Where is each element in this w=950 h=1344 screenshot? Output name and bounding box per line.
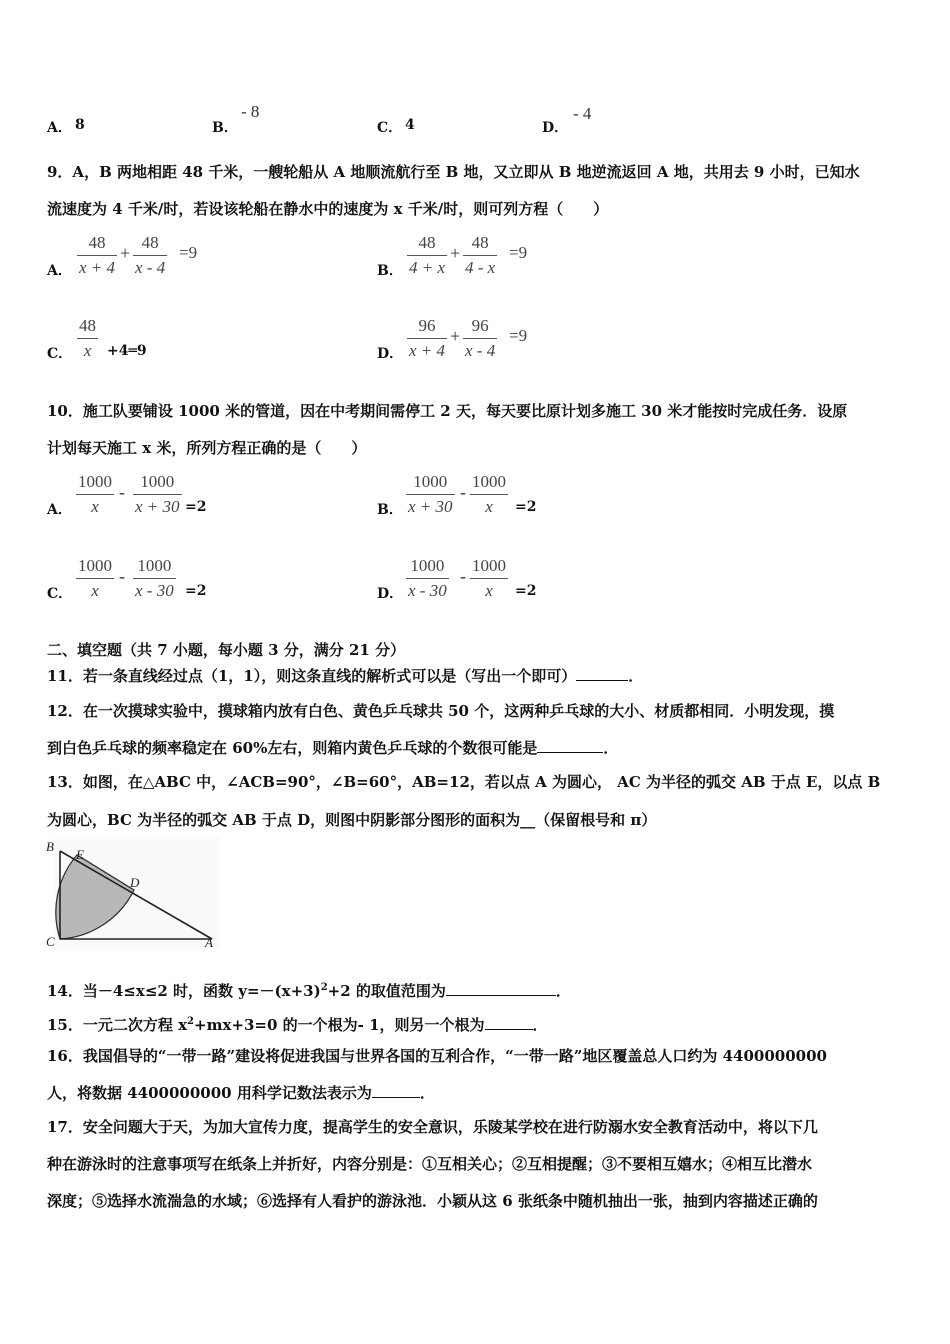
q10-c-operator: -	[119, 566, 125, 586]
q14-answer-blank[interactable]	[446, 981, 556, 996]
q17-stem-line1: 17．安全问题大于天，为加大宣传力度，提高学生的安全意识，乐陵某学校在进行防溺水安全教育活动中，将以下几	[47, 1118, 818, 1136]
q13-stem-line2: 为圆心，BC 为半径的弧交 AB 于点 D，则图中阴影部分图形的面积为__（保留根号和 π）	[47, 811, 657, 829]
q8-option-b-value: - 8	[241, 102, 260, 121]
q10-d-equals: =2	[515, 583, 537, 599]
q10-option-a-label: A．	[47, 502, 72, 518]
section-heading-fill-in: 二、填空题（共 7 小题，每小题 3 分，满分 21 分）	[47, 641, 406, 659]
q12-stem-line2: 到白色乒乓球的频率稳定在 60%左右，则箱内黄色乒乓球的个数很可能是 ．	[47, 739, 619, 757]
q9-option-d-label: D．	[377, 346, 404, 362]
q16-stem-line1: 16．我国倡导的“一带一路”建设将促进我国与世界各国的互利合作，“一带一路”地区覆盖总人口约为 4400000000	[47, 1047, 827, 1065]
q17-stem-line2: 种在游泳时的注意事项写在纸条上并折好，内容分别是：①互相关心；②互相提醒；③不要相互嬉水；④相互比潜水	[47, 1155, 813, 1173]
q9-b-operator: +	[450, 243, 461, 263]
point-b-label: B	[46, 839, 54, 854]
q10-stem-line1: 10．施工队要铺设 1000 米的管道，因在中考期间需停工 2 天，每天要比原计划多施工 30 米才能按时完成任务．设原	[47, 402, 848, 420]
q8-option-c-label: C．	[377, 120, 403, 136]
q8-option-d-value: - 4	[573, 104, 592, 123]
q10-d-fraction-2: $\frac{1000}{x}$	[472, 556, 506, 600]
q12-stem-line1: 12．在一次摸球实验中，摸球箱内放有白色、黄色乒乓球共 50 个，这两种乒乓球的大小、材质都相同．小明发现，摸	[47, 702, 835, 720]
q9-option-c-label: C．	[47, 346, 73, 362]
point-e-label: E	[76, 847, 84, 862]
q15-stem: 15．一元二次方程 $x^2+mx+3=0$ 的一个根为- 1，则另一个根为 ．	[47, 1016, 548, 1034]
q10-c-fraction-1: $\frac{1000}{x}$	[78, 556, 112, 600]
q9-option-b-label: B．	[377, 263, 403, 279]
q10-b-operator: -	[460, 482, 466, 502]
q9-b-equals: =9	[509, 243, 528, 262]
q10-d-operator: -	[460, 566, 466, 586]
q16-stem-line2: 人，将数据 4400000000 用科学记数法表示为 ．	[47, 1084, 435, 1102]
q8-option-c-value: 4	[405, 117, 415, 133]
q10-a-fraction-1: $\frac{1000}{x}$	[78, 472, 112, 516]
q10-b-fraction-1: $\frac{1000}{x + 30}$	[408, 472, 453, 516]
q9-d-operator: +	[450, 326, 461, 346]
q8-option-a-label: A．	[47, 120, 72, 136]
q10-a-fraction-2: $\frac{1000}{x + 30}$	[135, 472, 180, 516]
q10-c-equals: =2	[185, 583, 207, 599]
q9-d-fraction-2: $\frac{96}{x - 4}$	[465, 316, 496, 360]
point-c-label: C	[46, 934, 55, 949]
q15-answer-blank[interactable]	[485, 1015, 533, 1030]
q8-option-d-label: D．	[542, 120, 569, 136]
q16-answer-blank[interactable]	[372, 1083, 420, 1098]
q9-a-equals: =9	[179, 243, 198, 262]
q12-answer-blank[interactable]	[537, 738, 603, 753]
q9-d-equals: =9	[509, 326, 528, 345]
q10-c-fraction-2: $\frac{1000}{x - 30}$	[135, 556, 174, 600]
q13-stem-line1: 13．如图，在△ABC 中，∠ACB=90°，∠B=60°，AB=12，若以点 A 为圆心， AC 为半径的弧交 AB 于点 E，以点 B	[47, 773, 881, 791]
q9-c-fraction: $\frac{48}{x}$	[79, 316, 96, 360]
q9-b-fraction-1: $\frac{48}{4 + x}$	[409, 233, 446, 277]
q11-answer-blank[interactable]	[576, 666, 628, 681]
q10-a-equals: =2	[185, 499, 207, 515]
q17-stem-line3: 深度；⑤选择水流湍急的水域；⑥选择有人看护的游泳池．小颖从这 6 张纸条中随机抽出一张，抽到内容描述正确的	[47, 1192, 818, 1210]
q9-a-operator: +	[120, 243, 131, 263]
q8-option-b-label: B．	[212, 120, 238, 136]
q10-option-c-label: C．	[47, 586, 73, 602]
point-a-label: A	[205, 935, 213, 950]
q10-option-b-label: B．	[377, 502, 403, 518]
q10-option-d-label: D．	[377, 586, 404, 602]
q10-b-fraction-2: $\frac{1000}{x}$	[472, 472, 506, 516]
q9-c-rest: +4═9	[107, 343, 147, 359]
q9-a-fraction-2: $\frac{48}{x - 4}$	[135, 233, 166, 277]
q9-stem-line1: 9．A，B 两地相距 48 千米，一艘轮船从 A 地顺流航行至 B 地，又立即从 B 地逆流返回 A 地，共用去 9 小时，已知水	[47, 163, 860, 181]
q9-option-a-label: A．	[47, 263, 72, 279]
q13-triangle-figure	[42, 835, 224, 951]
point-d-label: D	[130, 875, 140, 890]
q14-stem: 14．当－4≤x≤2 时，函数 $y=-(x+3)^2+2$ 的取值范围为 ．	[47, 982, 571, 1000]
q8-option-a-value: 8	[75, 117, 85, 133]
q10-b-equals: =2	[515, 499, 537, 515]
q10-d-fraction-1: $\frac{1000}{x - 30}$	[408, 556, 447, 600]
q9-a-fraction-1: $\frac{48}{x + 4}$	[79, 233, 116, 277]
q9-b-fraction-2: $\frac{48}{4 - x}$	[465, 233, 496, 277]
q9-d-fraction-1: $\frac{96}{x + 4}$	[409, 316, 446, 360]
q11-stem: 11．若一条直线经过点（1，1），则这条直线的解析式可以是（写出一个即可） ．	[47, 667, 644, 685]
q10-stem-line2: 计划每天施工 x 米，所列方程正确的是（ ）	[47, 439, 367, 457]
q10-a-operator: -	[119, 482, 125, 502]
q9-stem-line2: 流速度为 4 千米/时，若设该轮船在静水中的速度为 x 千米/时，则可列方程（ ）	[47, 200, 609, 218]
